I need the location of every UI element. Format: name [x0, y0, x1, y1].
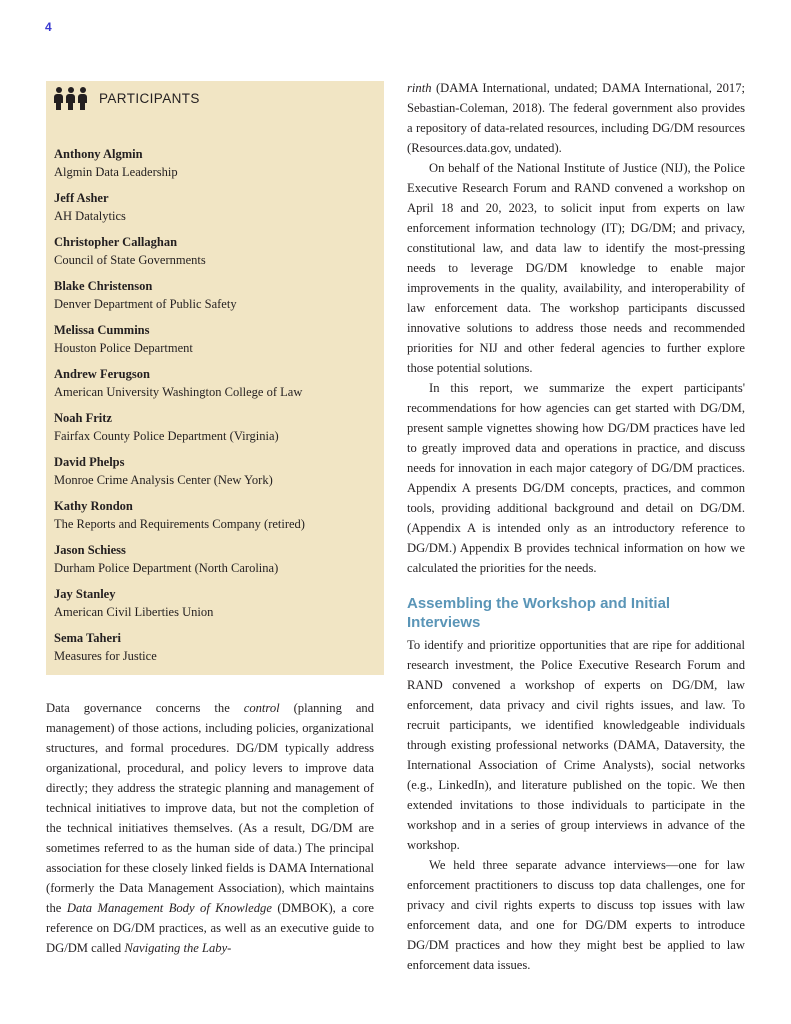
- participant-org: AH Datalytics: [54, 209, 126, 223]
- participant-org: Council of State Governments: [54, 253, 206, 267]
- participant-org: American University Washington College of Law: [54, 385, 303, 399]
- participant-org: The Reports and Requirements Company (retired): [54, 517, 305, 531]
- participant-name: Anthony Algmin: [54, 147, 143, 161]
- participant-item: [54, 277, 374, 321]
- participant-org: Houston Police Department: [54, 341, 193, 355]
- participant-item: [54, 145, 374, 189]
- participant-name: Kathy Rondon: [54, 499, 133, 513]
- participant-item: [54, 409, 374, 453]
- participant-org: Durham Police Department (North Carolina): [54, 561, 279, 575]
- body-paragraph: We held three separate advance interviews—one for law enforcement practitioners to discuss top data challenges, one for privacy and civil rights experts to discuss top issues with law enforcement data, and one for DG/DM experts to introduce DG/DM practices and how they might best be applied to law enforcement data issues.: [407, 858, 745, 972]
- participant-org: Monroe Crime Analysis Center (New York): [54, 473, 273, 487]
- participant-name: Jay Stanley: [54, 587, 116, 601]
- participant-name: Christopher Callaghan: [54, 235, 178, 249]
- participant-name: David Phelps: [54, 455, 125, 469]
- participant-name: Jason Schiess: [54, 543, 126, 557]
- sidebar-title: PARTICIPANTS: [99, 91, 200, 106]
- participant-item: [54, 189, 374, 233]
- participant-org: Measures for Justice: [54, 649, 157, 663]
- left-column: [46, 698, 374, 958]
- participant-name: Melissa Cummins: [54, 323, 150, 337]
- participant-item: [54, 497, 374, 541]
- participant-item: [54, 233, 374, 277]
- body-paragraph: To identify and prioritize opportunities that are ripe for additional research investment, the Police Executive Research Forum and RAND convened a workshop of experts on DG/DM, law enforcement, data privacy and civil rights issues, and law. To recruit participants, we identified knowledgeable individuals through existing professional networks (DAMA, Dataversity, the International Association of Crime Analysts), social networks (e.g., LinkedIn), and literature published on the topic. We then extended invitations to those individuals to participate in the workshop and in a series of group interviews in advance of the workshop.: [407, 638, 745, 852]
- participant-item: [54, 585, 374, 629]
- participant-list: [54, 145, 374, 673]
- body-paragraph: On behalf of the National Institute of Justice (NIJ), the Police Executive Research Forum and RAND convened a workshop on April 18 and 20, 2023, to solicit input from experts on law enforcement information technology (IT); DG/DM; and privacy, constitutional law, and data law to identify the most-pressing needs to leverage DG/DM knowledge to enable major improvements in the quality, availability, and interoperability of law enforcement data. The workshop participants discussed innovative solutions to address those needs and recommended priorities for NIJ and other federal agencies to further explore those potential solutions.: [407, 161, 745, 375]
- participant-org: Denver Department of Public Safety: [54, 297, 237, 311]
- page-number: 4: [45, 20, 52, 34]
- participant-name: Blake Christenson: [54, 279, 153, 293]
- section-heading: Assembling the Workshop and Initial Interviews: [407, 595, 671, 631]
- body-paragraph: rinth (DAMA International, undated; DAMA International, 2017; Sebastian-Coleman, 2018). The federal government also provides a repository of data-related resources, including DG/DM resources (Resources.data.gov, undated).: [407, 81, 745, 155]
- participant-item: [54, 629, 374, 673]
- participant-name: Jeff Asher: [54, 191, 109, 205]
- participants-sidebar: [46, 81, 384, 675]
- participant-item: [54, 453, 374, 497]
- participant-org: Fairfax County Police Department (Virginia): [54, 429, 279, 443]
- body-paragraph: In this report, we summarize the expert participants' recommendations for how agencies can get started with DG/DM, present sample vignettes showing how DG/DM practices have led to greatly improved data and operations in practice, and discuss needs for innovation in each major category of DG/DM practices. Appendix A presents DG/DM concepts, practices, and common tools, providing additional background and detail on DG/DM. (Appendix A is intended only as an introductory reference to DG/DM.) Appendix B provides technical information on how we calculated the priorities for the needs.: [407, 381, 745, 575]
- participant-name: Noah Fritz: [54, 411, 112, 425]
- participant-item: [54, 321, 374, 365]
- participant-item: [54, 541, 374, 585]
- body-paragraph: Data governance concerns the control (planning and management) of those actions, including policies, organizational structures, and formal procedures. DG/DM typically address organizational, procedural, and policy levers to improve data directly; they address the strategic planning and management of technical initiatives to improve data, but not the completion of the technical initiatives themselves. (As a result, DG/DM are sometimes referred to as the human side of data.) The principal association for these closely linked fields is DAMA International (formerly the Data Management Association), which maintains the Data Management Body of Knowledge (DMBOK), a core reference on DG/DM practices, as well as an executive guide to DG/DM called Navigating the Laby-: [46, 701, 374, 955]
- people-icon: [54, 87, 87, 110]
- sidebar-header: [54, 87, 200, 110]
- participant-org: Algmin Data Leadership: [54, 165, 178, 179]
- right-column: [407, 78, 745, 975]
- participant-name: Andrew Ferugson: [54, 367, 150, 381]
- participant-item: [54, 365, 374, 409]
- participant-name: Sema Taheri: [54, 631, 122, 645]
- participant-org: American Civil Liberties Union: [54, 605, 214, 619]
